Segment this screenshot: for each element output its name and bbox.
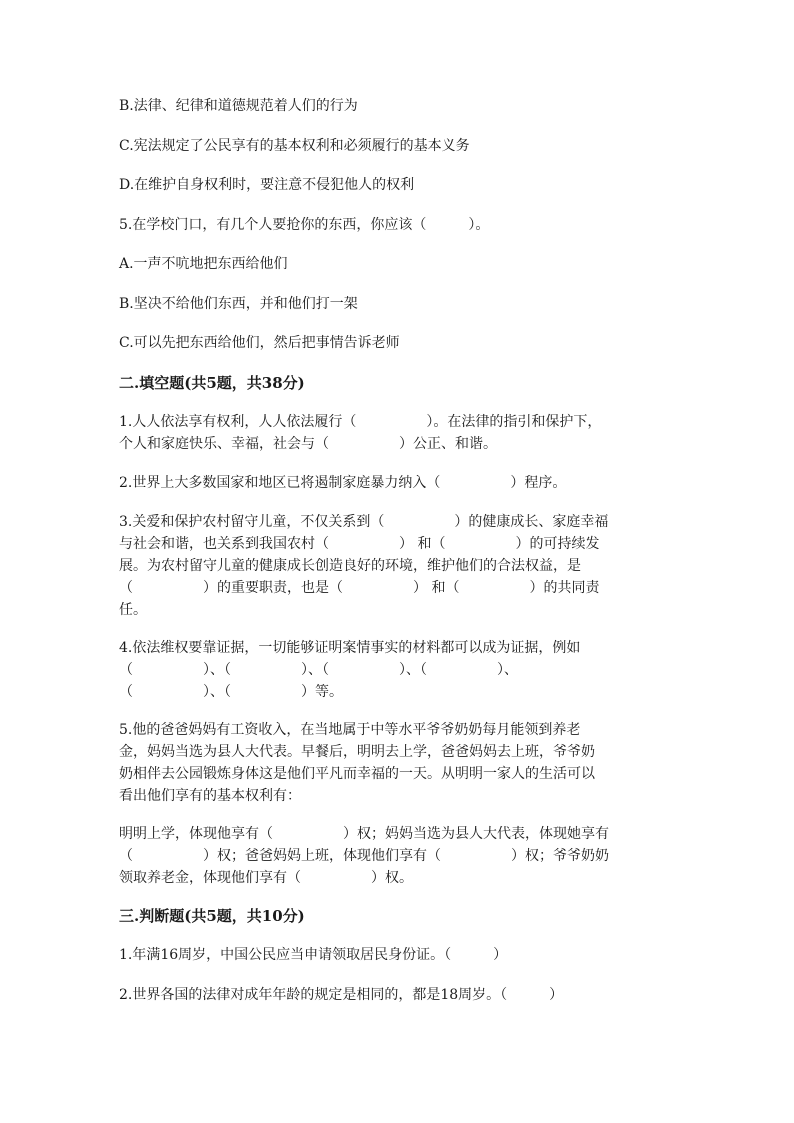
q5-option-b: B.坚决不给他们东西，并和他们打一架 [119,296,358,312]
fill-4-line-2: （ ）、（ ）、（ ）、（ ）、 [119,662,518,678]
fill-5-line-1: 5.他的爸爸妈妈有工资收入，在当地属于中等水平爷爷奶奶每月能领到养老 [119,722,581,738]
fill-3-line-2: 与社会和谐，也关系到我国农村（ ） 和（ ）的可持续发 [119,536,600,552]
fill-5-line-2: 金，妈妈当选为县人大代表。早餐后，明明去上学，爸爸妈妈去上班，爷爷奶 [119,744,595,760]
fill-1-line-2: 个人和家庭快乐、幸福，社会与（ ）公正、和谐。 [119,436,497,452]
fill-3-line-1: 3.关爱和保护农村留守儿童，不仅关系到（ ）的健康成长、家庭幸福 [119,514,609,530]
question-5: 5.在学校门口，有几个人要抢你的东西，你应该（ ）。 [119,217,490,233]
judgment-1: 1.年满16周岁，中国公民应当申请领取居民身份证。（ ） [119,947,508,963]
q4-option-b: B.法律、纪律和道德规范着人们的行为 [119,98,358,114]
fill-4-line-1: 4.依法维权要靠证据，一切能够证明案情事实的材料都可以成为证据，例如 [119,640,581,656]
q4-option-c: C.宪法规定了公民享有的基本权利和必须履行的基本义务 [119,138,470,154]
section-fill-blank-heading: 二.填空题(共5题，共38分) [119,374,305,392]
q5-option-c: C.可以先把东西给他们，然后把事情告诉老师 [119,335,400,351]
fill-5-line-6: （ ）权；爸爸妈妈上班，体现他们享有（ ）权；爷爷奶奶 [119,848,609,864]
fill-2: 2.世界上大多数国家和地区已将遏制家庭暴力纳入（ ）程序。 [119,475,567,491]
fill-5-line-5: 明明上学，体现他享有（ ）权；妈妈当选为县人大代表，体现她享有 [119,826,609,842]
section-judgment-heading: 三.判断题(共5题，共10分) [119,907,305,925]
q4-option-d: D.在维护自身权利时，要注意不侵犯他人的权利 [119,177,415,193]
fill-3-line-5: 任。 [119,602,147,618]
q5-option-a: A.一声不吭地把东西给他们 [119,256,288,272]
fill-4-line-3: （ ）、（ ）等。 [119,684,343,700]
fill-5-line-3: 奶相伴去公园锻炼身体这是他们平凡而幸福的一天。从明明一家人的生活可以 [119,766,595,782]
fill-5-line-4: 看出他们享有的基本权利有： [119,788,301,804]
fill-3-line-3: 展。为农村留守儿童的健康成长创造良好的环境，维护他们的合法权益，是 [119,558,581,574]
fill-1-line-1: 1.人人依法享有权利，人人依法履行（ ）。在法律的指引和保护下， [119,414,602,430]
fill-5-line-7: 领取养老金，体现他们享有（ ）权。 [119,870,413,886]
judgment-2: 2.世界各国的法律对成年年龄的规定是相同的，都是18周岁。（ ） [119,987,564,1003]
fill-3-line-4: （ ）的重要职责，也是（ ） 和（ ）的共同责 [119,580,600,596]
